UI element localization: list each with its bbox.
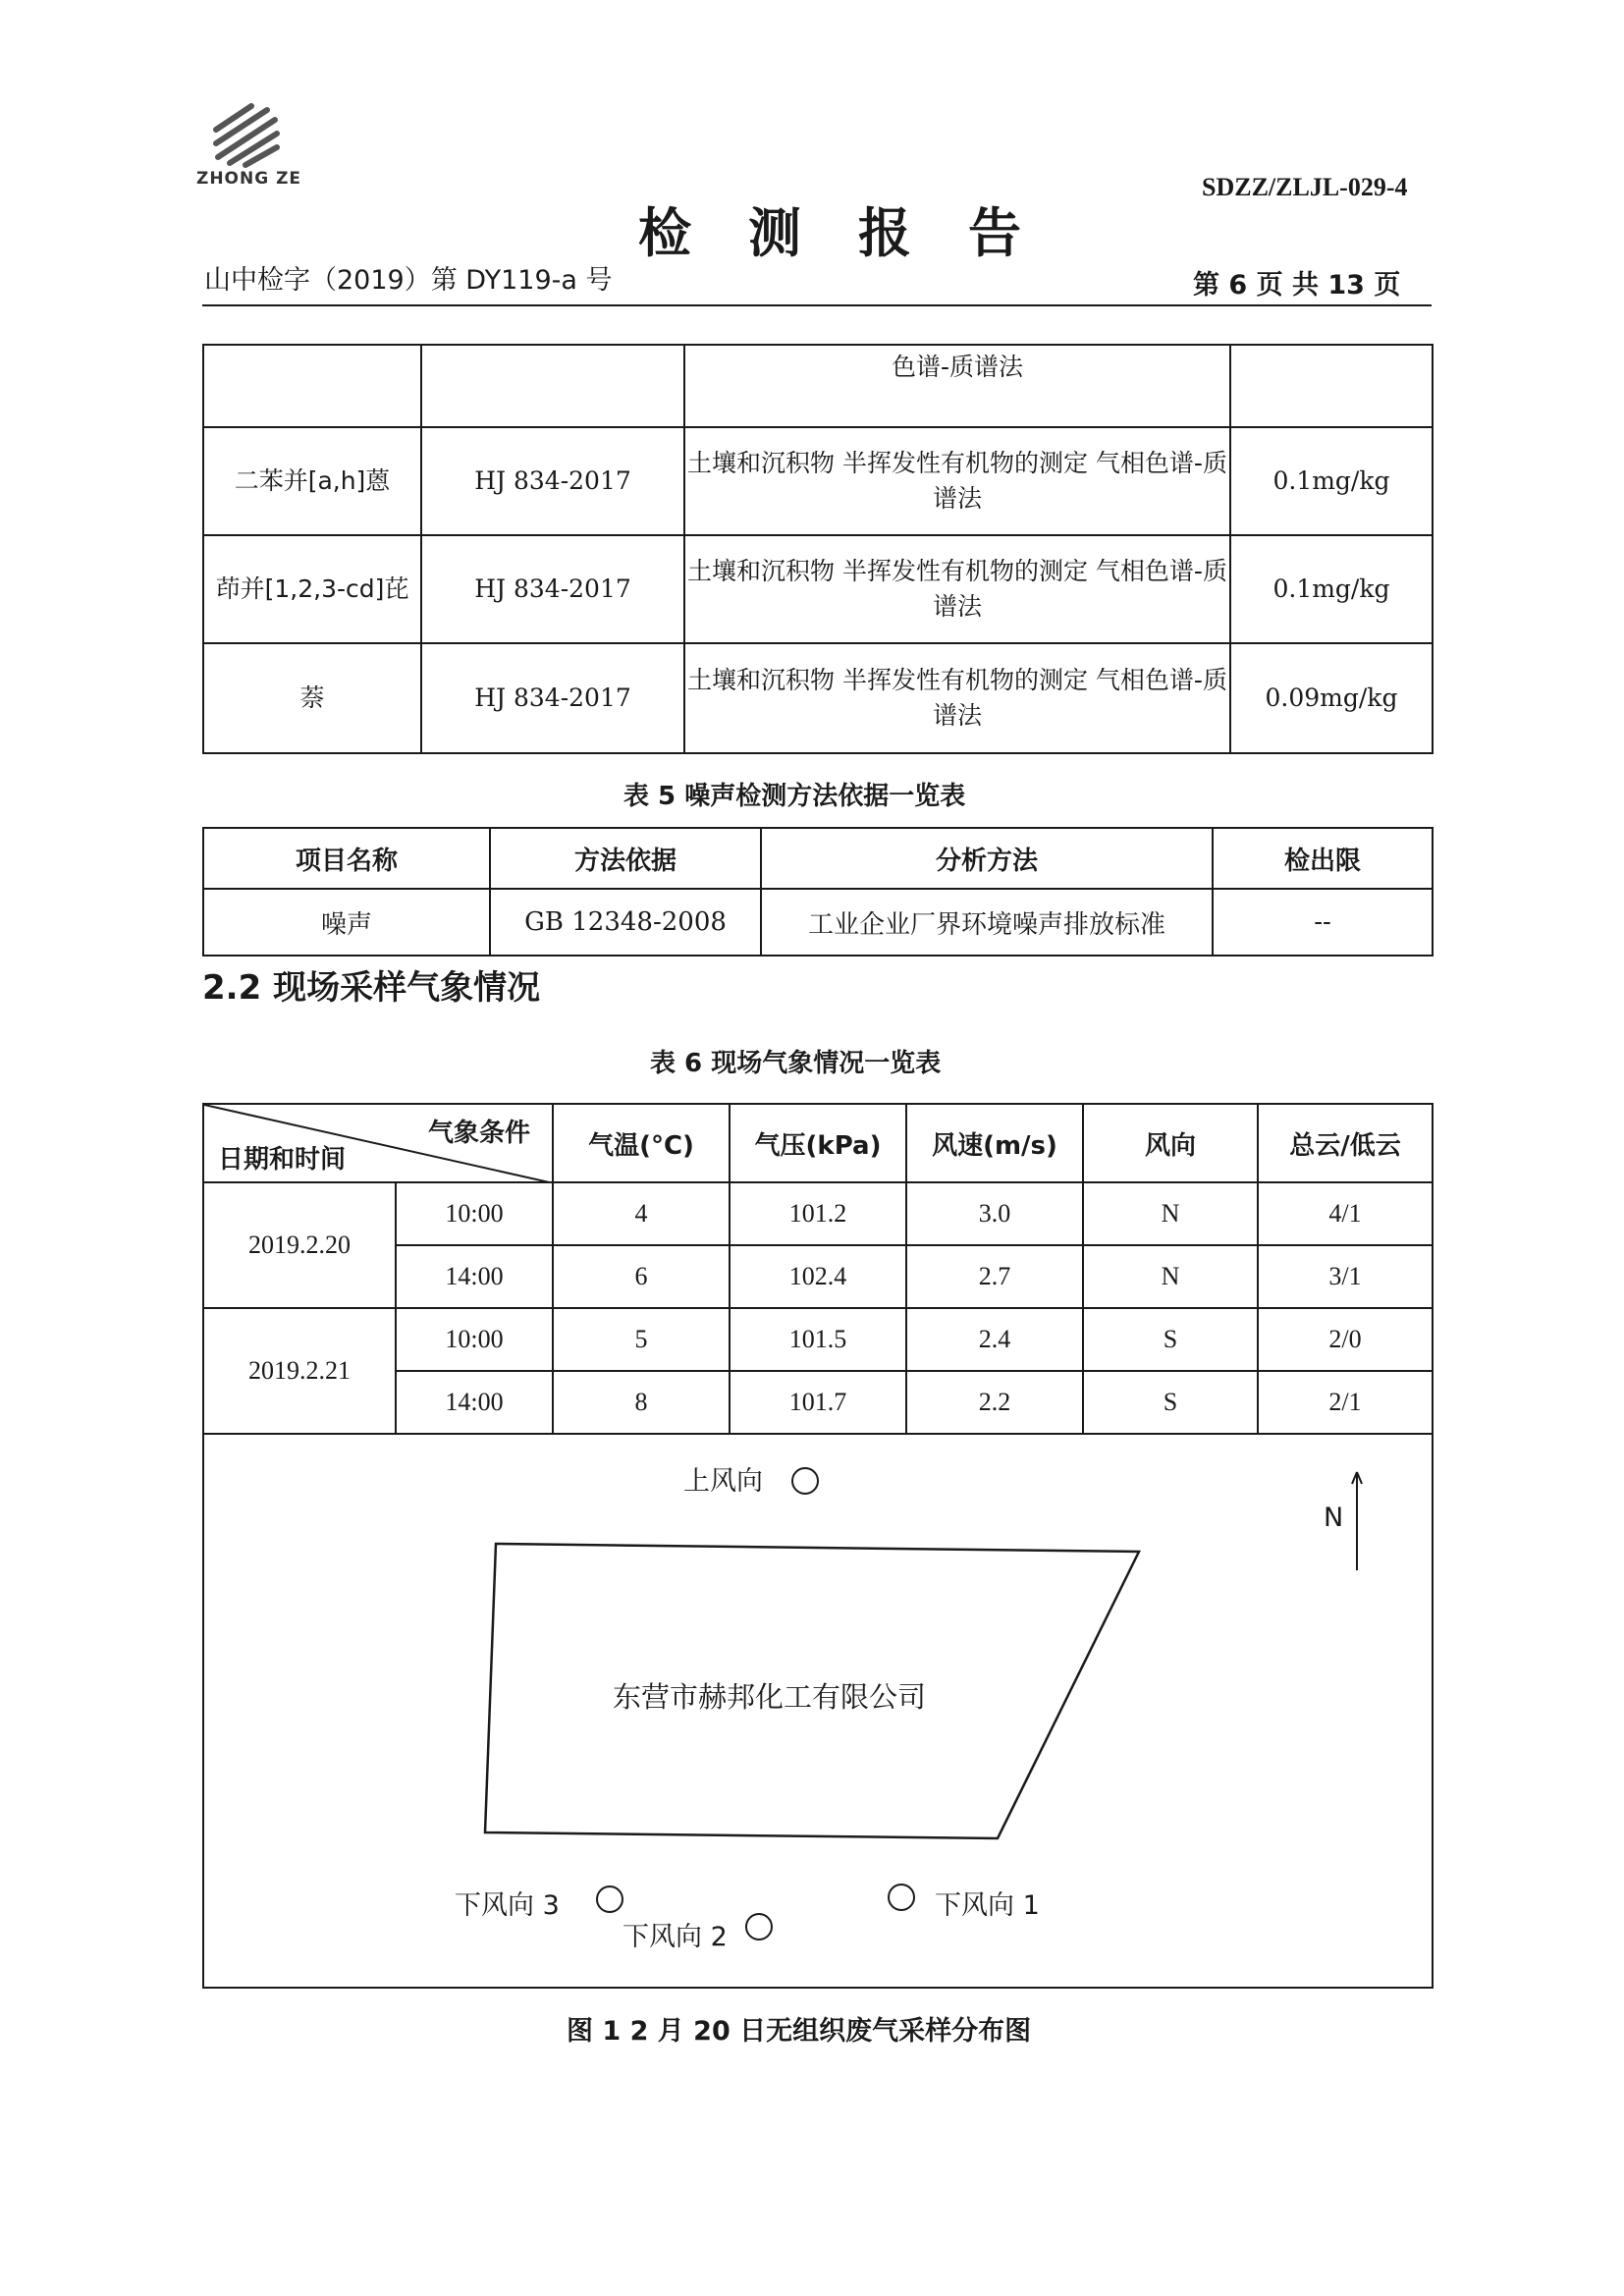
company-name-label: 东营市赫邦化工有限公司 <box>613 1680 927 1714</box>
downwind-2-point-icon <box>745 1913 773 1941</box>
wind-speed-cell: 2.4 <box>906 1308 1083 1371</box>
item-cell <box>203 345 421 427</box>
column-header: 方法依据 <box>490 828 761 889</box>
upwind-point-icon <box>791 1467 819 1495</box>
noise-method-table <box>202 827 1434 957</box>
table-row <box>203 889 1433 956</box>
downwind-3-label: 下风向 3 <box>455 1890 560 1921</box>
item-cell: 萘 <box>203 643 421 753</box>
wind-speed-cell: 2.2 <box>906 1371 1083 1434</box>
standard-cell <box>421 345 684 427</box>
pressure-cell: 101.7 <box>730 1371 906 1434</box>
column-header: 风向 <box>1083 1104 1258 1182</box>
section-title: 2.2 现场采样气象情况 <box>202 968 541 1008</box>
column-header: 风速(m/s) <box>906 1104 1083 1182</box>
pressure-cell: 101.5 <box>730 1308 906 1371</box>
table-row <box>203 535 1433 643</box>
limit-cell <box>1230 345 1433 427</box>
page-number: 第 6 页 共 13 页 <box>1193 270 1401 301</box>
table-row <box>203 427 1433 535</box>
upwind-label: 上风向 <box>683 1466 763 1497</box>
method-cell: 色谱-质谱法 <box>684 345 1230 427</box>
downwind-1-label: 下风向 1 <box>935 1890 1040 1921</box>
limit-cell: 0.09mg/kg <box>1230 643 1433 753</box>
limit-cell: 0.1mg/kg <box>1230 535 1433 643</box>
item-cell: 噪声 <box>203 889 490 956</box>
document-code: SDZZ/ZLJL-029-4 <box>1202 173 1408 201</box>
pressure-cell: 102.4 <box>730 1245 906 1308</box>
temp-cell: 8 <box>553 1371 730 1434</box>
report-number: 山中检字（2019）第 DY119-a 号 <box>204 265 613 296</box>
wind-direction-cell: N <box>1083 1182 1258 1245</box>
column-header: 气压(kPa) <box>730 1104 906 1182</box>
column-header: 项目名称 <box>203 828 490 889</box>
column-header: 总云/低云 <box>1258 1104 1433 1182</box>
column-header: 气温(°C) <box>553 1104 730 1182</box>
table5-caption: 表 5 噪声检测方法依据一览表 <box>623 782 966 811</box>
method-cell: 土壤和沉积物 半挥发性有机物的测定 气相色谱-质谱法 <box>684 643 1230 753</box>
downwind-3-point-icon <box>596 1886 623 1913</box>
weather-table <box>202 1103 1434 1435</box>
downwind-2-label: 下风向 2 <box>623 1922 728 1952</box>
cloud-cell: 4/1 <box>1258 1182 1433 1245</box>
method-cell: 工业企业厂界环境噪声排放标准 <box>761 889 1213 956</box>
table6-caption: 表 6 现场气象情况一览表 <box>650 1049 942 1078</box>
time-cell: 14:00 <box>396 1371 553 1434</box>
date-cell: 2019.2.20 <box>203 1182 396 1308</box>
diagonal-header-top: 气象条件 <box>427 1119 530 1148</box>
date-cell: 2019.2.21 <box>203 1308 396 1434</box>
time-cell: 10:00 <box>396 1182 553 1245</box>
logo-text: ZHONG ZE <box>196 169 302 189</box>
cloud-cell: 2/1 <box>1258 1371 1433 1434</box>
limit-cell: -- <box>1213 889 1433 956</box>
wind-direction-cell: N <box>1083 1245 1258 1308</box>
wind-direction-cell: S <box>1083 1308 1258 1371</box>
standard-cell: HJ 834-2017 <box>421 535 684 643</box>
downwind-1-point-icon <box>888 1884 915 1911</box>
column-header: 分析方法 <box>761 828 1213 889</box>
temp-cell: 6 <box>553 1245 730 1308</box>
cloud-cell: 2/0 <box>1258 1308 1433 1371</box>
standard-cell: HJ 834-2017 <box>421 427 684 535</box>
time-cell: 14:00 <box>396 1245 553 1308</box>
page-title: 检测报告 <box>638 202 1078 264</box>
wind-direction-cell: S <box>1083 1371 1258 1434</box>
basis-cell: GB 12348-2008 <box>490 889 761 956</box>
cloud-cell: 3/1 <box>1258 1245 1433 1308</box>
pressure-cell: 101.2 <box>730 1182 906 1245</box>
north-arrow-icon <box>1345 1468 1369 1574</box>
wind-speed-cell: 3.0 <box>906 1182 1083 1245</box>
column-header: 检出限 <box>1213 828 1433 889</box>
standard-cell: HJ 834-2017 <box>421 643 684 753</box>
item-cell: 二苯并[a,h]蒽 <box>203 427 421 535</box>
diagonal-header-bottom: 日期和时间 <box>218 1145 347 1175</box>
method-cell: 土壤和沉积物 半挥发性有机物的测定 气相色谱-质谱法 <box>684 427 1230 535</box>
wind-speed-cell: 2.7 <box>906 1245 1083 1308</box>
table-header-row <box>203 828 1433 889</box>
table-row <box>203 1308 1433 1371</box>
temp-cell: 5 <box>553 1308 730 1371</box>
figure-caption: 图 1 2 月 20 日无组织废气采样分布图 <box>567 2016 1032 2047</box>
table-row <box>203 1182 1433 1245</box>
table-row <box>203 643 1433 753</box>
method-table-continued <box>202 344 1434 754</box>
header-rule <box>202 304 1432 306</box>
limit-cell: 0.1mg/kg <box>1230 427 1433 535</box>
north-label: N <box>1324 1503 1344 1533</box>
method-cell: 土壤和沉积物 半挥发性有机物的测定 气相色谱-质谱法 <box>684 535 1230 643</box>
table-header-row <box>203 1104 1433 1182</box>
table-row <box>203 345 1433 427</box>
item-cell: 茚并[1,2,3-cd]芘 <box>203 535 421 643</box>
diagonal-header-cell <box>203 1104 553 1182</box>
time-cell: 10:00 <box>396 1308 553 1371</box>
temp-cell: 4 <box>553 1182 730 1245</box>
